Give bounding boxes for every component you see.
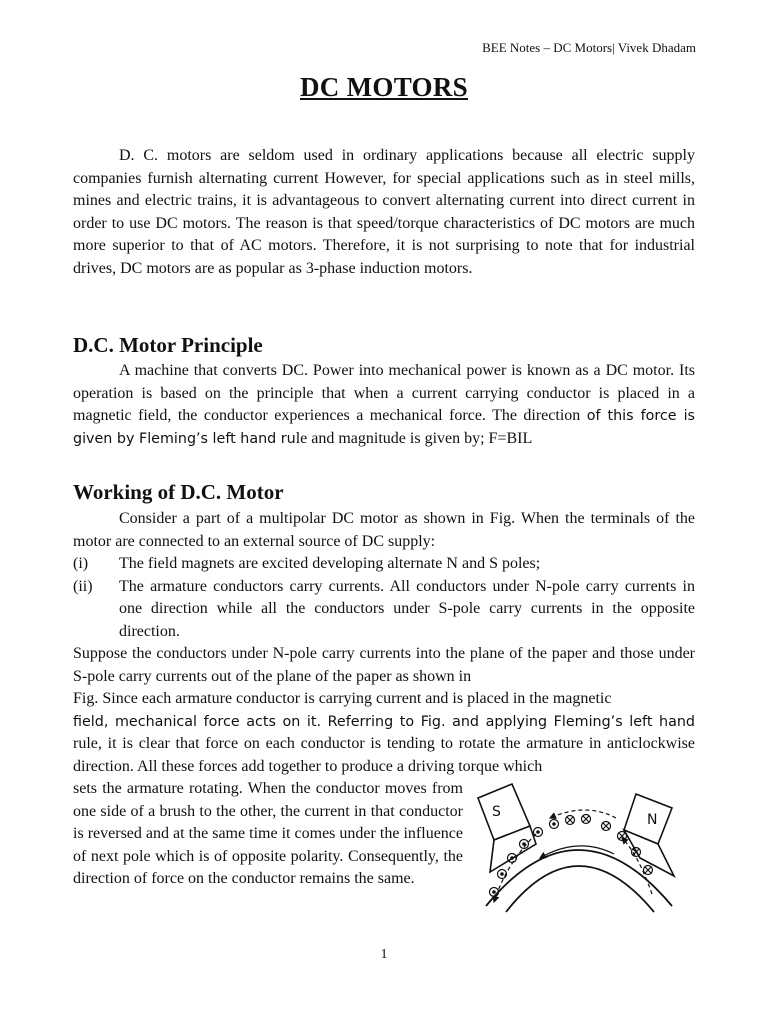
principle-text-end: le and magnitude is given by; F=BIL (295, 429, 533, 447)
page-number: 1 (380, 947, 388, 962)
north-pole-label: N (647, 812, 658, 828)
working-paragraph-3-start: Fig. Since each armature conductor is carrying current and is placed in the magnetic (73, 690, 612, 708)
rotation-arrow (540, 846, 614, 858)
principle-section (73, 360, 695, 450)
working-lead-paragraph: Consider a part of a multipolar DC motor as shown in Fig. When the terminals of the motor are connected to an external source of DC supply: (73, 510, 695, 550)
working-paragraph-3-fleming: field, mechanical force acts on it. Referring to Fig. and applying Fleming’s left hand (73, 713, 695, 730)
armature-inner-arc (506, 866, 654, 912)
working-paragraph-2: Suppose the conductors under N-pole carry currents into the plane of the paper and those under S-pole carry currents out of the plane of the paper as shown in (73, 645, 695, 685)
working-lead-section (73, 508, 695, 553)
intro-section (73, 145, 695, 281)
page-title: DC MOTORS (300, 72, 468, 102)
dc-motor-figure (466, 774, 696, 916)
list-item-text: The field magnets are excited developing alternate N and S poles; (119, 555, 541, 572)
working-list (73, 553, 695, 643)
working-body-section (73, 643, 695, 779)
running-header: BEE Notes – DC Motors| Vivek Dhadam (482, 40, 696, 55)
list-item-text: The armature conductors carry currents. All conductors under N-pole carry currents in one direction while all the conductors under S-pole carry currents in the opposite direction. (119, 577, 695, 640)
working-paragraph-3 (73, 688, 695, 778)
list-item (73, 553, 695, 576)
south-pole-label: S (492, 804, 501, 820)
principle-paragraph (73, 360, 695, 450)
north-pole (624, 794, 674, 876)
heading-working: Working of D.C. Motor (73, 480, 284, 504)
intro-paragraph: D. C. motors are seldom used in ordinary applications because all electric supply companies furnish alternating current However, for special applications such as in steel mills, mines and electric trains, it is advantageous to convert alternating current into direct current in order to use DC motors. The reason is that speed/torque characteristics of DC motors are much more superior to that of AC motors. Therefore, it is not surprising to note that for industrial drives, DC motors are as popular as 3-phase induction motors. (73, 147, 695, 277)
working-paragraph-3-end: sets the armature rotating. When the conductor moves from one side of a brush to the other, the current in that conductor is reversed and at the same time it comes under the influence of next pole which is of opposite polarity. Consequently, the direction of force on the conductor remains the same. (73, 780, 463, 888)
list-item-number: (i) (73, 555, 89, 572)
heading-motor-principle: D.C. Motor Principle (73, 333, 263, 357)
list-item (73, 576, 695, 644)
principle-text: A machine that converts DC. Power into mechanical power is known as a DC motor. Its operation is based on the principle that when a current carrying conductor is placed in a magnetic field, the conductor experiences a mechanical force. The direction (73, 362, 695, 425)
list-item-number: (ii) (73, 577, 93, 595)
working-paragraph-3-mid: rule, it is clear that force on each conductor is tending to rotate the armature in anticlockwise direction. All these forces add together to produce a driving torque which (73, 735, 695, 775)
principle-text-fleming: of this force is given by Fleming’s left hand ru (73, 408, 695, 447)
